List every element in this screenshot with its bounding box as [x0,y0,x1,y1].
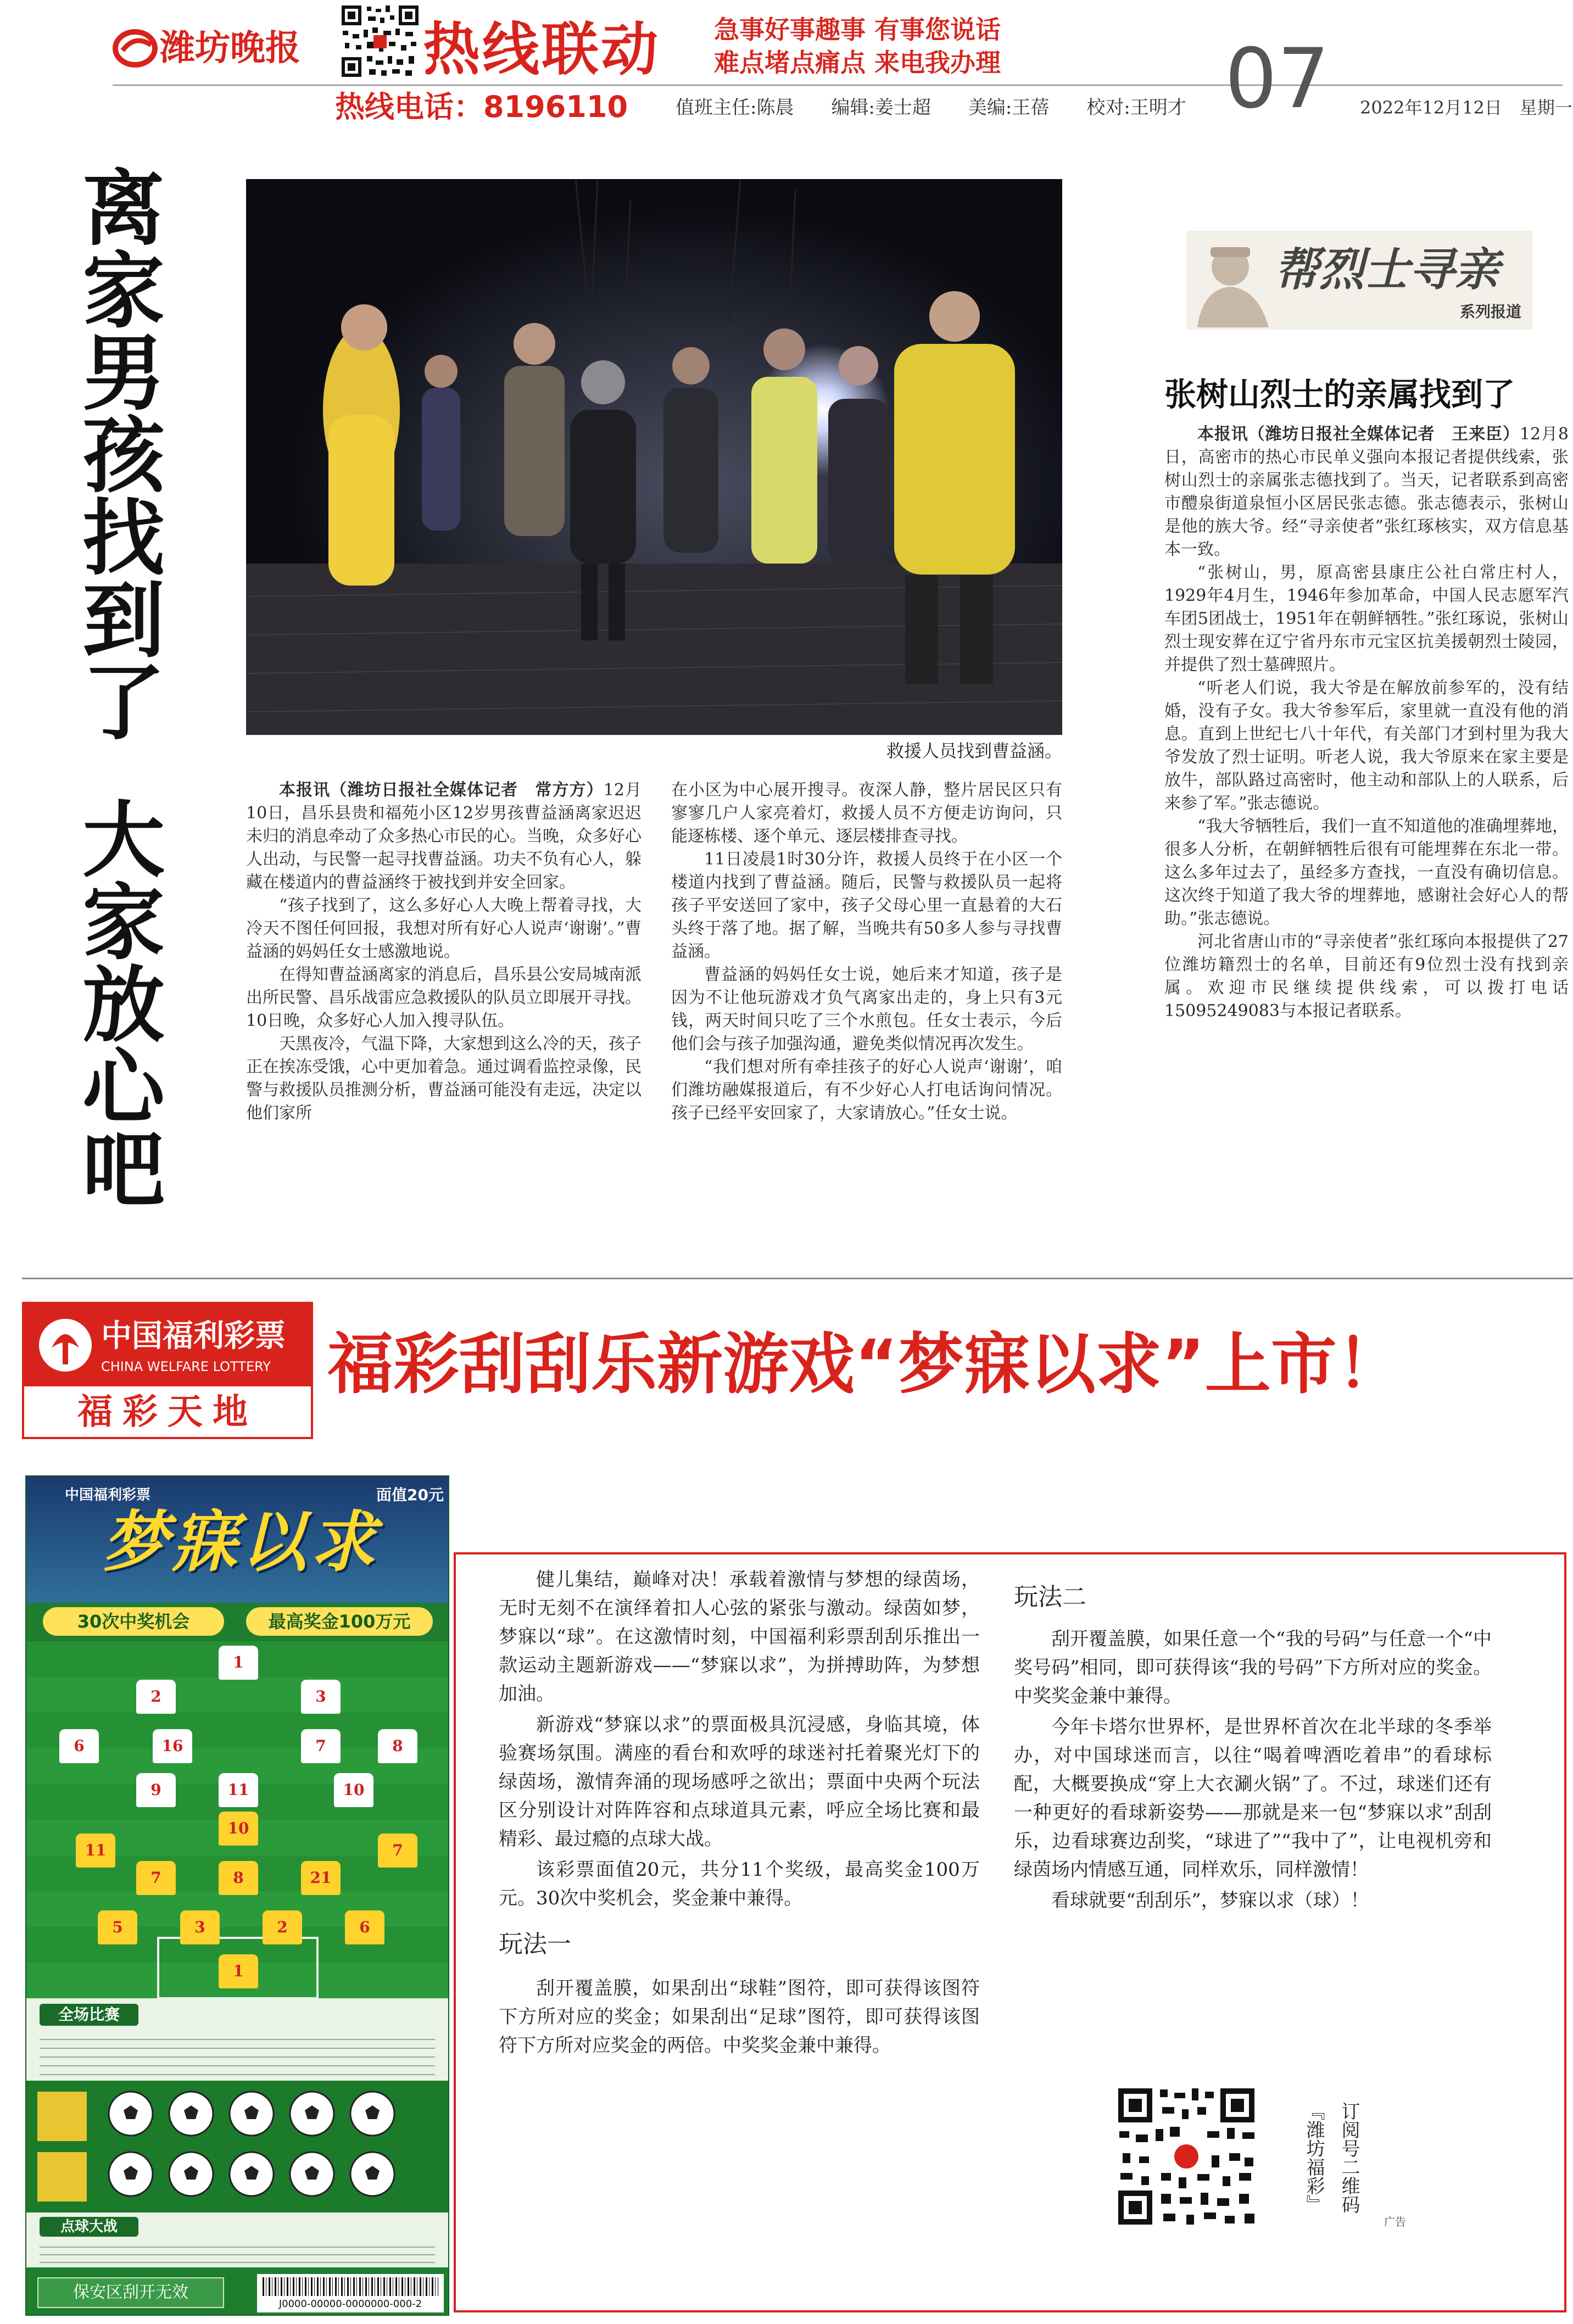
side-byline-text: 本报讯（潍坊日报社全媒体记者 王来臣） [1197,425,1520,444]
staff-credits: 值班主任:陈晨 编辑:姜士超 美编:王蓓 校对:王明才 [676,97,1186,119]
lead-photo-caption: 救援人员找到曹益涵。 [886,740,1062,761]
lottery-article-right [1014,1575,1492,2070]
qr-caption: 订阅号二维码 [1338,2102,1360,2214]
lead-paragraph-6: 11日凌晨1时30分许，救援人员终于在小区一个楼道内找到了曹益涵。随后，民警与救援队员一起将孩子平安送回了家中，孩子父母心里一直悬着的大石头终于落了地。据了解，当晚共有50多人参与寻找曹益涵。 [671,850,1062,961]
side-paragraph-3: “听老人们说，我大爷是在解放前参军的，没有结婚，没有子女。我大爷参军后，家里就一直没有他的消息。直到上世纪七八十年代，有关部门才到村里为我大爷发放了烈士证明。听老人说，我大爷原来在家主要是放牛，部队路过高密时，他主动和部队上的人联系，后来参了军。”张志德说。 [1164,678,1569,813]
lottery-article-left [499,1565,980,2301]
lead-paragraph-2: “孩子找到了，这么多好心人大晚上帮着寻找，大冷天不图任何回报，我想对所有好心人说声‘谢谢’。”曹益涵的妈妈任女士感激地说。 [246,896,642,961]
barcode-stripes [263,2277,438,2296]
ad-label: 广告 [1384,2215,1406,2228]
masthead-rule [113,85,1563,86]
lottery-brand-block [22,1302,313,1439]
ticket-play-area-1 [26,1998,449,2081]
lottery-brand-cn: 中国福利彩票 [101,1318,286,1354]
side-paragraph-5: 河北省唐山市的“寻亲使者”张红琢向本报提供了27位潍坊籍烈士的名单，目前还有9位烈士没有找到亲属。欢迎市民继续提供线索，可以拨打电话15095249083与本报记者联系。 [1164,932,1569,1021]
glove-icon [37,2092,87,2202]
player-shirt: 6 [345,1910,384,1944]
side-story [1148,165,1571,1291]
masthead-qr-code [339,3,421,79]
player-shirt: 10 [334,1773,373,1807]
ticket-brand: 中国福利彩票 [65,1487,151,1503]
lottery-paragraph-1: 健儿集结，巅峰对决！承载着激情与梦想的绿茵场，无时无刻不在演绎着扣人心弦的紧张与激动。绿茵如梦，梦寐以“球”。在这激情时刻，中国福利彩票刮刮乐推出一款运动主题新游戏——“梦寐以求”，为拼搏助阵，为梦想加油。 [499,1569,980,1705]
side-byline [1164,423,1569,561]
lead-paragraph-5: 在小区为中心展开搜寻。夜深人静，整片居民区只有寥寥几户人家亮着灯，救援人员不方便走访询问，只能逐栋楼、逐个单元、逐层楼排查寻找。 [671,781,1062,846]
ticket-header [26,1476,449,1603]
player-shirt: 2 [136,1680,176,1714]
play2-text: 刮开覆盖膜，如果任意一个“我的号码”与任意一个“中奖号码”相同，即可获得该“我的号码”下方所对应的奖金。中奖奖金兼中兼得。 [1014,1628,1492,1707]
play1-heading: 玩法一 [499,1930,571,1958]
lottery-paragraph-4: 今年卡塔尔世界杯，是世界杯首次在北半球的冬季举办，对中国球迷而言，以往“喝着啤酒吃着串”的看球标配，大概要换成“穿上大衣涮火锅”了。不过，球迷们还有一种更好的看球新姿势——那就是来一包“梦寐以求”刮刮乐，边看球赛边刮奖，“球进了”“我中了”，让电视机旁和绿茵场内情感互通，同样欢乐，同样激情！ [1014,1716,1492,1881]
ticket-play2-label: 点球大战 [40,2217,138,2237]
paper-logo [113,26,333,70]
player-shirt: 3 [301,1680,341,1714]
series-badge [1186,231,1532,330]
player-shirt: 7 [378,1833,417,1868]
play2-heading: 玩法二 [1014,1583,1086,1611]
welfare-lottery-logo-icon [35,1315,96,1375]
ticket-denomination: 面值20元 [376,1486,444,1504]
player-shirt: 10 [219,1812,258,1846]
player-shirt: 6 [59,1729,99,1763]
side-headline: 张树山烈士的亲属找到了 [1164,376,1515,413]
lead-byline [246,779,642,894]
lead-photo [246,179,1062,735]
ticket-play1-rules [40,2031,435,2075]
side-article [1164,423,1569,1285]
ticket-top-prize: 最高奖金100万元 [246,1607,433,1636]
player-shirt: 1 [219,1646,258,1680]
player-shirt: 7 [301,1729,341,1763]
player-shirt: 9 [136,1773,176,1807]
lead-paragraph-7: 曹益涵的妈妈任女士说，她后来才知道，孩子是因为不让他玩游戏才负气离家出走的，身上只有3元钱，两天时间只吃了三个水煎包。任女士表示，今后他们会与孩子加强沟通，避免类似情况再次发生。 [671,965,1062,1054]
slogan-line-2: 难点堵点痛点 来电我办理 [714,48,1001,77]
player-shirt: 8 [219,1861,258,1895]
lead-article-column-2 [671,779,1062,1273]
lottery-section-name: 福彩天地 [77,1392,258,1433]
ticket-play-area-2 [26,2212,449,2267]
player-shirt: 11 [76,1833,115,1868]
side-paragraph-2: “张树山，男，原高密县康庄公社白常庄村人，1929年4月生，1946年参加革命，中国人民志愿军汽车团5团战士，1951年在朝鲜牺牲。”张红琢说，张树山烈士现安葬在辽宁省丹东市元宝区抗美援朝烈士陵园，并提供了烈士墓碑照片。 [1164,563,1569,675]
football-icons [26,2081,449,2212]
ticket-serial: J0000-00000-0000000-000-2 [278,2298,422,2310]
ticket-title: 梦寐以求 [102,1504,379,1581]
soldier-silhouette-icon [1186,234,1280,327]
lottery-paragraph-3: 该彩票面值20元，共分11个奖级，最高奖金100万元。30次中奖机会，奖金兼中兼得。 [499,1859,980,1909]
player-shirt: 21 [301,1861,341,1895]
lottery-ticket-image [25,1475,449,2316]
series-subtitle: 系列报道 [1459,303,1521,321]
player-shirt: 3 [180,1910,220,1944]
play1-text: 刮开覆盖膜，如果刮出“球鞋”图符，即可获得该图符下方所对应的奖金；如果刮出“足球”图符，即可获得该图符下方所对应奖金的两倍。中奖奖金兼中兼得。 [499,1977,980,2057]
ticket-chances: 30次中奖机会 [43,1607,224,1636]
player-shirt: 2 [263,1910,302,1944]
lead-headline-part-2: 大家放心吧 [68,796,164,1208]
lottery-headline: 福彩刮刮乐新游戏“梦寐以求”上市！ [327,1327,1403,1403]
ticket-balls [26,2081,449,2212]
ticket-play2-rules [40,2240,435,2264]
qr-account-name: 『潍坊福彩』 [1303,2102,1325,2214]
lead-paragraph-8: “我们想对所有牵挂孩子的好心人说声‘谢谢’，咱们潍坊融媒报道后，有不少好心人打电话询问情况。孩子已经平安回家了，大家请放心。”任女士说。 [671,1057,1062,1123]
player-shirt: 8 [378,1729,417,1763]
ticket-play1-label: 全场比赛 [40,2004,138,2026]
page-number: 07 [1225,31,1330,127]
paper-logo-icon [113,29,158,68]
player-shirt: 11 [219,1773,258,1807]
issue-date: 2022年12月12日 星期一 [1360,97,1572,118]
lead-paragraph-4: 天黑夜冷，气温下降，大家想到这么冷的天，孩子正在挨冻受饿，心中更加着急。通过调看监控录像，民警与救援队员推测分析，曹益涵可能没有走远，决定以他们家所 [246,1034,642,1123]
lead-headline-part-1: 离家男孩找到了 [68,165,164,742]
paper-name: 潍坊晚报 [160,28,300,69]
side-paragraph-1: 12月8日，高密市的热心市民单义强向本报记者提供线索，张树山烈士的亲属张志德找到了。当天，记者联系到高密市醴泉街道泉恒小区居民张志德。张志德表示，张树山是他的族大爷。经“寻亲使者”张红琢核实，双方信息基本一致。 [1164,425,1569,559]
hotline-number: 热线电话：8196110 [335,90,628,124]
masthead [0,0,1573,132]
section-title: 热线联动 [423,16,661,83]
lottery-brand-top [24,1304,311,1386]
lottery-brand-en: CHINA WELFARE LOTTERY [101,1359,271,1374]
slogan-line-1: 急事好事趣事 有事您说话 [714,15,1001,44]
section-divider [22,1278,1573,1279]
ticket-barcode [257,2274,444,2312]
lottery-paragraph-5: 看球就要“刮刮乐”，梦寐以求（球）！ [1051,1890,1369,1911]
lottery-paragraph-2: 新游戏“梦寐以求”的票面极具沉浸感，身临其境，体验赛场氛围。满座的看台和欢呼的球迷衬托着聚光灯下的绿茵场，激情奔涌的现场感呼之欲出；票面中央两个玩法区分别设计对阵阵容和点球道具元素，呼应全场比赛和最精彩、最过瘾的点球大战。 [499,1714,980,1850]
lead-paragraph-1: 12月10日，昌乐县贵和福苑小区12岁男孩曹益涵离家迟迟未归的消息牵动了众多热心市民的心。当晚，众多好心人出动，与民警一起寻找曹益涵。功夫不负有心人，躲藏在楼道内的曹益涵终于被找到并安全回家。 [246,781,642,892]
subscription-qr-code [1115,2085,1258,2228]
lead-paragraph-3: 在得知曹益涵离家的消息后，昌乐县公安局城南派出所民警、昌乐战雷应急救援队的队员立即展开寻找。10日晚，众多好心人加入搜寻队伍。 [246,965,642,1030]
ticket-safe-zone: 保安区刮开无效 [37,2277,224,2308]
lead-article-column-1 [246,779,642,1273]
player-shirt: 1 [219,1954,258,1988]
lead-byline-text: 本报讯（潍坊日报社全媒体记者 常方方） [279,781,604,800]
series-tag: 帮烈士寻亲 [1274,244,1499,296]
ticket-players [26,1641,449,1998]
player-shirt: 5 [98,1910,137,1944]
player-shirt: 7 [136,1861,176,1895]
player-shirt: 16 [153,1729,192,1763]
side-paragraph-4: “我大爷牺牲后，我们一直不知道他的准确埋葬地，很多人分析，在朝鲜牺牲后很有可能埋葬在东北一带。这么多年过去了，虽经多方查找，一直没有确切信息。这次终于知道了我大爷的埋葬地，感谢社会好心人的帮助。”张志德说。 [1164,817,1569,928]
